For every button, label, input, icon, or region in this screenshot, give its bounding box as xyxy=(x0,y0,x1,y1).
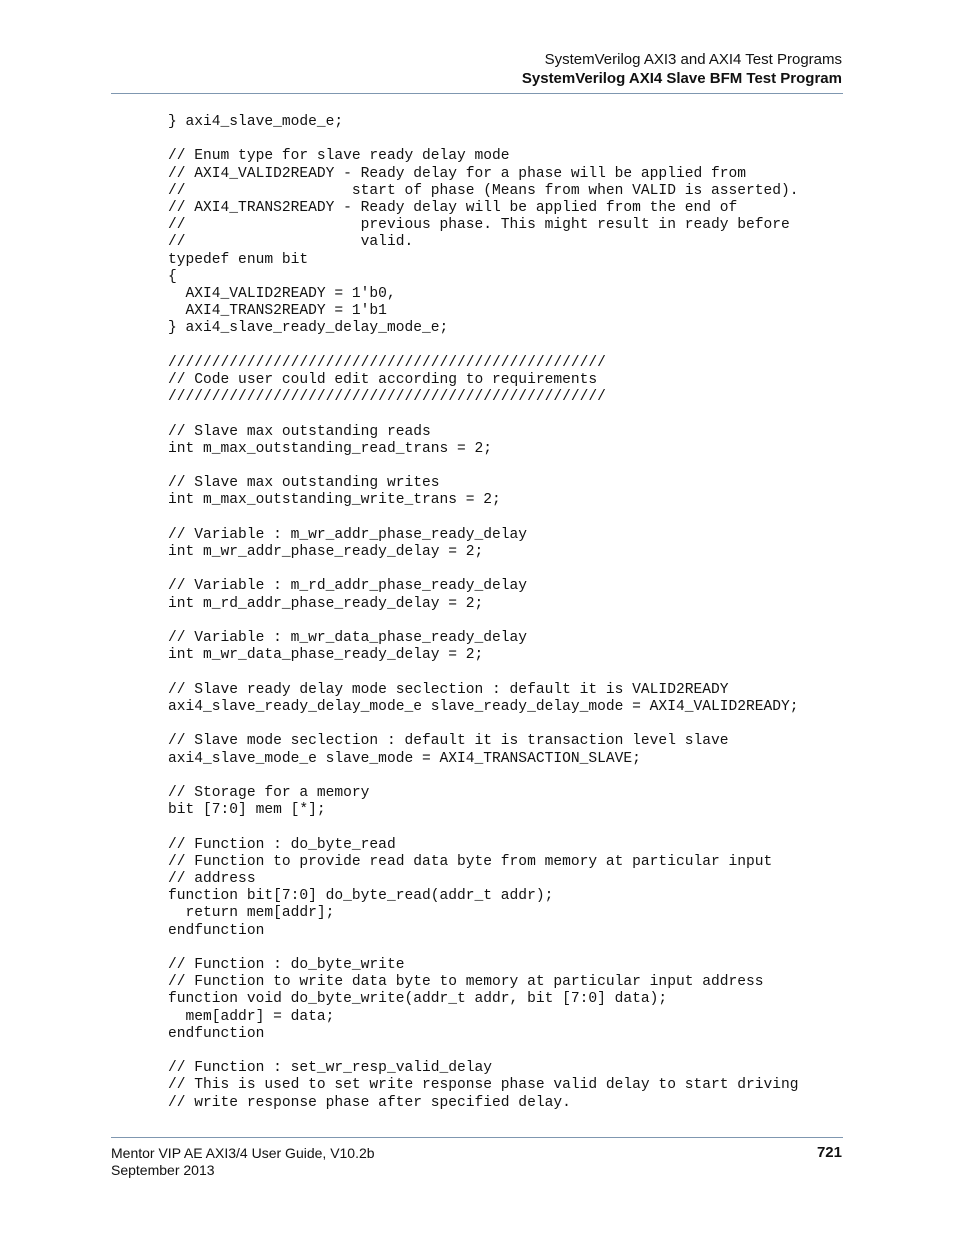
code-line: function bit[7:0] do_byte_read(addr_t addr); xyxy=(168,888,554,905)
code-line: // This is used to set write response phase valid delay to start driving xyxy=(168,1077,799,1094)
code-line: // Code user could edit according to requirements xyxy=(168,372,598,389)
code-line: // Variable : m_rd_addr_phase_ready_delay xyxy=(168,578,528,595)
code-line: ////////////////////////////////////////////////// xyxy=(168,354,606,371)
code-line: typedef enum bit xyxy=(168,251,309,268)
code-line: // previous phase. This might result in ready before xyxy=(168,217,790,234)
code-line: // Slave max outstanding writes xyxy=(168,475,440,492)
code-line: int m_max_outstanding_read_trans = 2; xyxy=(168,440,493,457)
code-line: // Slave ready delay mode seclection : default it is VALID2READY xyxy=(168,681,729,698)
code-line: } axi4_slave_mode_e; xyxy=(168,114,344,130)
header-divider xyxy=(111,93,843,94)
code-line: axi4_slave_mode_e slave_mode = AXI4_TRANSACTION_SLAVE; xyxy=(168,750,641,767)
code-line: return mem[addr]; xyxy=(168,905,335,922)
code-line: axi4_slave_ready_delay_mode_e slave_ready_delay_mode = AXI4_VALID2READY; xyxy=(168,698,799,715)
code-line: // start of phase (Means from when VALID is asserted). xyxy=(168,182,799,199)
page-number: 721 xyxy=(816,1144,842,1161)
code-line: ////////////////////////////////////////////////// xyxy=(168,389,606,406)
code-line: // Enum type for slave ready delay mode xyxy=(168,148,510,165)
chapter-title: SystemVerilog AXI3 and AXI4 Test Programs xyxy=(544,51,842,68)
code-line: // valid. xyxy=(168,234,414,251)
section-title: SystemVerilog AXI4 Slave BFM Test Program xyxy=(521,70,842,87)
code-line: int m_rd_addr_phase_ready_delay = 2; xyxy=(168,595,484,612)
code-line: { xyxy=(168,268,177,285)
code-line: // Storage for a memory xyxy=(168,784,370,801)
code-line: // Function : do_byte_write xyxy=(168,956,405,973)
code-line: AXI4_VALID2READY = 1'b0, xyxy=(168,286,396,303)
footer-divider xyxy=(111,1137,843,1138)
code-line: // Slave max outstanding reads xyxy=(168,423,431,440)
code-line: // Function : set_wr_resp_valid_delay xyxy=(168,1060,493,1077)
code-line: endfunction xyxy=(168,922,265,939)
code-line: endfunction xyxy=(168,1025,265,1042)
code-line: // write response phase after specified delay. xyxy=(168,1094,571,1111)
publication-date: September 2013 xyxy=(111,1162,215,1178)
code-line: // AXI4_VALID2READY - Ready delay for a phase will be applied from xyxy=(168,165,747,182)
code-line: // AXI4_TRANS2READY - Ready delay will be applied from the end of xyxy=(168,200,738,217)
code-line: mem[addr] = data; xyxy=(168,1008,335,1025)
code-line: // Variable : m_wr_data_phase_ready_delay xyxy=(168,630,528,647)
code-line: // Slave mode seclection : default it is transaction level slave xyxy=(168,733,729,750)
footer-info xyxy=(111,1145,375,1179)
code-line: bit [7:0] mem [*]; xyxy=(168,802,326,819)
running-header xyxy=(522,50,842,88)
code-line: // Function to provide read data byte from memory at particular input xyxy=(168,853,773,870)
code-line: // address xyxy=(168,870,256,887)
document-title: Mentor VIP AE AXI3/4 User Guide, V10.2b xyxy=(111,1145,375,1161)
code-line: // Variable : m_wr_addr_phase_ready_delay xyxy=(168,526,528,543)
code-line: // Function : do_byte_read xyxy=(168,836,396,853)
code-listing xyxy=(168,114,848,1112)
code-line: function void do_byte_write(addr_t addr, bit [7:0] data); xyxy=(168,991,668,1008)
code-line: } axi4_slave_ready_delay_mode_e; xyxy=(168,320,449,337)
code-line: AXI4_TRANS2READY = 1'b1 xyxy=(168,303,387,320)
code-line: int m_max_outstanding_write_trans = 2; xyxy=(168,492,501,509)
code-line: int m_wr_addr_phase_ready_delay = 2; xyxy=(168,544,484,561)
code-line: int m_wr_data_phase_ready_delay = 2; xyxy=(168,647,484,664)
code-line: // Function to write data byte to memory at particular input address xyxy=(168,974,764,991)
